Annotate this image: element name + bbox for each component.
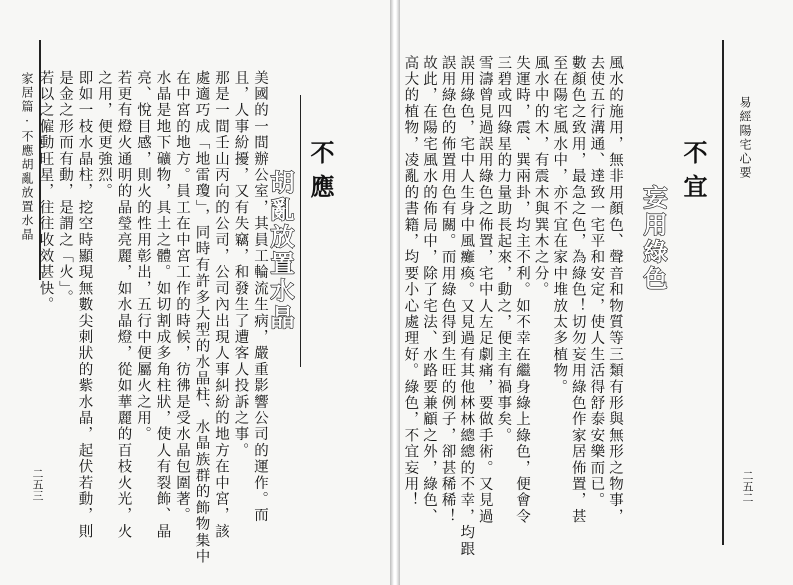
right-title-line1: 不宜 — [679, 140, 707, 208]
left-title-line2: 胡亂放置水晶 — [266, 170, 294, 332]
body-column: 風水中的木，有震木與巽木之分。 — [532, 55, 549, 298]
body-column: 三碧或四綠星的力量助長起來，動之，便主有禍事矣。 — [495, 55, 512, 444]
book-gutter — [390, 0, 400, 585]
body-column: 那是一間壬山丙向的公司，公司內出現人事糾紛的地方在中宮，該 — [213, 70, 229, 540]
body-column: 高大的植物，凌亂的書籍，均要小心處理好。綠色，不宜妄用！ — [402, 55, 419, 509]
body-column: 處適巧成「地雷瓊」，同時有許多大型的水晶柱、水晶族群的飾物集中 — [193, 70, 210, 565]
body-column: 若以之僱動旺星，往往收效甚快。 — [37, 70, 54, 313]
body-column: 是金之形而有動，是謂之「火」。 — [57, 70, 73, 306]
body-column: 水晶是地下礦物，具土之體。如切割成多角柱狀，使人有裂飾、晶 — [154, 70, 171, 540]
right-page-frame — [722, 40, 724, 545]
body-column: 至在陽宅風水中，亦不宜在家中堆放太多植物。 — [551, 55, 568, 396]
right-page-number: 二五二 — [741, 470, 754, 503]
left-title-box-right — [300, 95, 301, 367]
body-column: 去使五行溝通、達致一宅平和安定，使人生活得舒泰安樂而已。 — [588, 55, 605, 509]
body-column: 失運時，震、巽兩卦，均主不利。如不幸在繼身綠上綠色，便會令 — [514, 55, 530, 525]
right-title-line2: 妄用綠色 — [639, 185, 667, 293]
right-page — [400, 0, 793, 585]
body-column: 亮、悅目感，則火的性用彰出，五行中便屬火之用。 — [135, 70, 151, 443]
body-column: 誤用綠色，宅中人生身中風癱瘓。又見過有其他林林總總的不幸，均跟 — [458, 55, 475, 558]
left-running-header: 家居篇·不應胡亂放置水晶 — [20, 72, 34, 242]
body-column: 若更有燈火通明的晶瑩亮麗，如水晶燈，從如華麗的百枝火光，火 — [115, 70, 132, 540]
body-column: 在中宮的地方。員工在中宮工作的時候，彷彿是受水晶包圍著。 — [174, 70, 190, 524]
left-page-number: 二五三 — [31, 468, 44, 501]
body-column: 且，人事紛擾，又有失竊，和發生了遭客人投訴之事。 — [232, 70, 249, 459]
body-column: 即如一枝水晶柱，挖空時顯現無數尖刺狀的紫水晶，起伏若動，則 — [76, 70, 93, 540]
right-running-header: 易經陽宅心要 — [738, 96, 752, 180]
left-page — [0, 0, 390, 585]
body-column: 雪濤曾見過誤用綠色之佈置，宅中人左足劇痛，要做手術。又見過 — [476, 55, 493, 525]
body-column: 數顏色之致用，最急之色，為綠色！切勿妄用綠色作家居佈置，甚 — [569, 55, 586, 525]
body-column: 之用，便更強烈。 — [96, 70, 112, 200]
body-column: 故此，在陽宅風水的佈局中，除了宅法、水路要兼顧之外，綠色、 — [421, 55, 437, 525]
body-column: 誤用綠色的佈置用色有關。而用綠色得到生旺的例子，卻甚稀稀！ — [439, 55, 456, 525]
body-column: 美國的一間辦公室，其員工輪流生病，嚴重影響公司的運作。而 — [252, 70, 268, 524]
left-title-line1: 不應 — [306, 140, 334, 208]
body-column: 風水的施用，無非用顏色、聲音和物質等三類有形與無形之物事， — [607, 55, 623, 525]
